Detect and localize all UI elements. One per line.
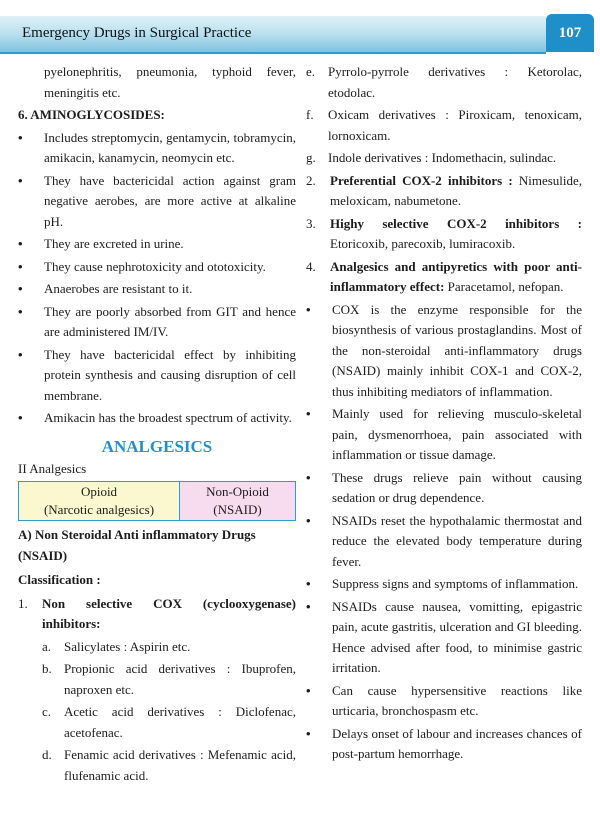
page-number: 107 bbox=[546, 14, 594, 52]
bullet-icon: • bbox=[18, 303, 23, 319]
list-item: • They cause nephrotoxicity and ototoxicity. bbox=[18, 257, 296, 278]
list-item: • Anaerobes are resistant to it. bbox=[18, 279, 296, 300]
list-item: • They have bactericidal effect by inhibiting protein synthesis and causing disruption of cell membrane. bbox=[18, 346, 296, 403]
list-item: c. Acetic acid derivatives : Diclofenac, acetofenac. bbox=[42, 704, 296, 740]
list-item: • These drugs relieve pain without causing sedation or drug dependence. bbox=[306, 469, 582, 505]
bullet-icon: • bbox=[18, 410, 23, 425]
list-item: f. Oxicam derivatives : Piroxicam, tenoxicam, lornoxicam. bbox=[306, 107, 582, 143]
list-item: • Can cause hypersensitive reactions like urticaria, bronchospasm etc. bbox=[306, 682, 582, 718]
bullet-icon: • bbox=[306, 469, 311, 485]
bullet-icon: • bbox=[18, 172, 23, 188]
list-item: 2. Preferential COX-2 inhibitors : Nimesulide, meloxicam, nabumetone. bbox=[306, 172, 583, 208]
list-item: • Suppress signs and symptoms of inflammation. bbox=[306, 574, 582, 595]
section-title: ANALGESICS bbox=[101, 436, 213, 456]
nsaid-cell: Non-Opioid (NSAID) bbox=[180, 482, 295, 520]
list-item: • NSAIDs reset the hypothalamic thermostat and reduce the elevated body temperature during fever. bbox=[306, 512, 582, 569]
right-column bbox=[306, 62, 582, 765]
list-item: • They are excreted in urine. bbox=[18, 234, 296, 255]
list-item: a. Salicylates : Aspirin etc. bbox=[42, 638, 191, 654]
bullet-icon: • bbox=[306, 682, 311, 698]
list-item: 4. Analgesics and antipyretics with poor anti-inflammatory effect: Paracetamol, nefopan. bbox=[306, 258, 582, 294]
list-item: 3. Highy selective COX-2 inhibitors : Etoricoxib, parecoxib, lumiracoxib. bbox=[306, 215, 582, 251]
left-column bbox=[18, 62, 296, 786]
running-title: Emergency Drugs in Surgical Practice bbox=[22, 25, 252, 41]
bullet-icon: • bbox=[18, 281, 23, 296]
list-item: • They have bactericidal action against gram negative aerobes, are more active at alkaline pH. bbox=[18, 172, 296, 229]
list-item: e. Pyrrolo-pyrrole derivatives : Ketorolac, etodolac. bbox=[306, 64, 582, 100]
analgesics-table bbox=[18, 481, 296, 521]
bullet-icon: • bbox=[306, 598, 311, 614]
list-item: • They are poorly absorbed from GIT and hence are administered IM/IV. bbox=[18, 303, 296, 339]
bullet-icon: • bbox=[306, 301, 311, 317]
list-item: d. Fenamic acid derivatives : Mefenamic acid, flufenamic acid. bbox=[42, 747, 296, 783]
classification-heading: Classification : bbox=[18, 572, 101, 587]
list-item: • Includes streptomycin, gentamycin, tobramycin, amikacin, kanamycin, neomycin etc. bbox=[18, 129, 296, 165]
list-item: b. Propionic acid derivatives : Ibuprofen, naproxen etc. bbox=[42, 661, 296, 697]
bullet-icon: • bbox=[18, 236, 23, 251]
intro-continuation: pyelonephritis, pneumonia, typhoid fever, meningitis etc. bbox=[44, 64, 296, 100]
opioid-cell: Opioid (Narcotic analgesics) bbox=[19, 482, 180, 520]
bullet-icon: • bbox=[18, 346, 23, 362]
list-item: • Amikacin has the broadest spectrum of activity. bbox=[18, 408, 296, 429]
bullet-icon: • bbox=[18, 129, 23, 145]
bullet-icon: • bbox=[306, 406, 311, 421]
bullet-icon: • bbox=[306, 512, 311, 528]
bullet-icon: • bbox=[18, 258, 23, 274]
list-item: 1. Non selective COX (cyclooxygenase) inhibitors: bbox=[18, 595, 296, 631]
bullet-icon: • bbox=[306, 725, 311, 741]
list-item: g. Indole derivatives : Indomethacin, sulindac. bbox=[306, 150, 557, 165]
list-item: • COX is the enzyme responsible for the biosynthesis of various prostaglandins. Most of the non-steroidal anti-inflammatory drugs (NSAID) mainly inhibit COX-1 and COX-2, thus inhibiting mediators of inflammation. bbox=[306, 301, 582, 399]
bullet-icon: • bbox=[306, 576, 311, 591]
aminoglycosides-heading: 6. AMINOGLYCOSIDES: bbox=[18, 107, 165, 122]
nsaid-heading: A) Non Steroidal Anti inflammatory Drugs (NSAID) bbox=[18, 527, 256, 563]
list-item: • NSAIDs cause nausea, vomitting, epigastric pain, acute gastritis, ulceration and GI bleeding. Hence advised after food, to minimise gastric irritation. bbox=[306, 598, 582, 675]
list-item: • Delays onset of labour and increases chances of post-partum hemorrhage. bbox=[306, 725, 582, 761]
analgesics-label: II Analgesics bbox=[18, 460, 87, 476]
list-item: • Mainly used for relieving musculo-skeletal pain, dysmenorrhoea, pain associated with inflammation or tissue damage. bbox=[306, 406, 582, 462]
